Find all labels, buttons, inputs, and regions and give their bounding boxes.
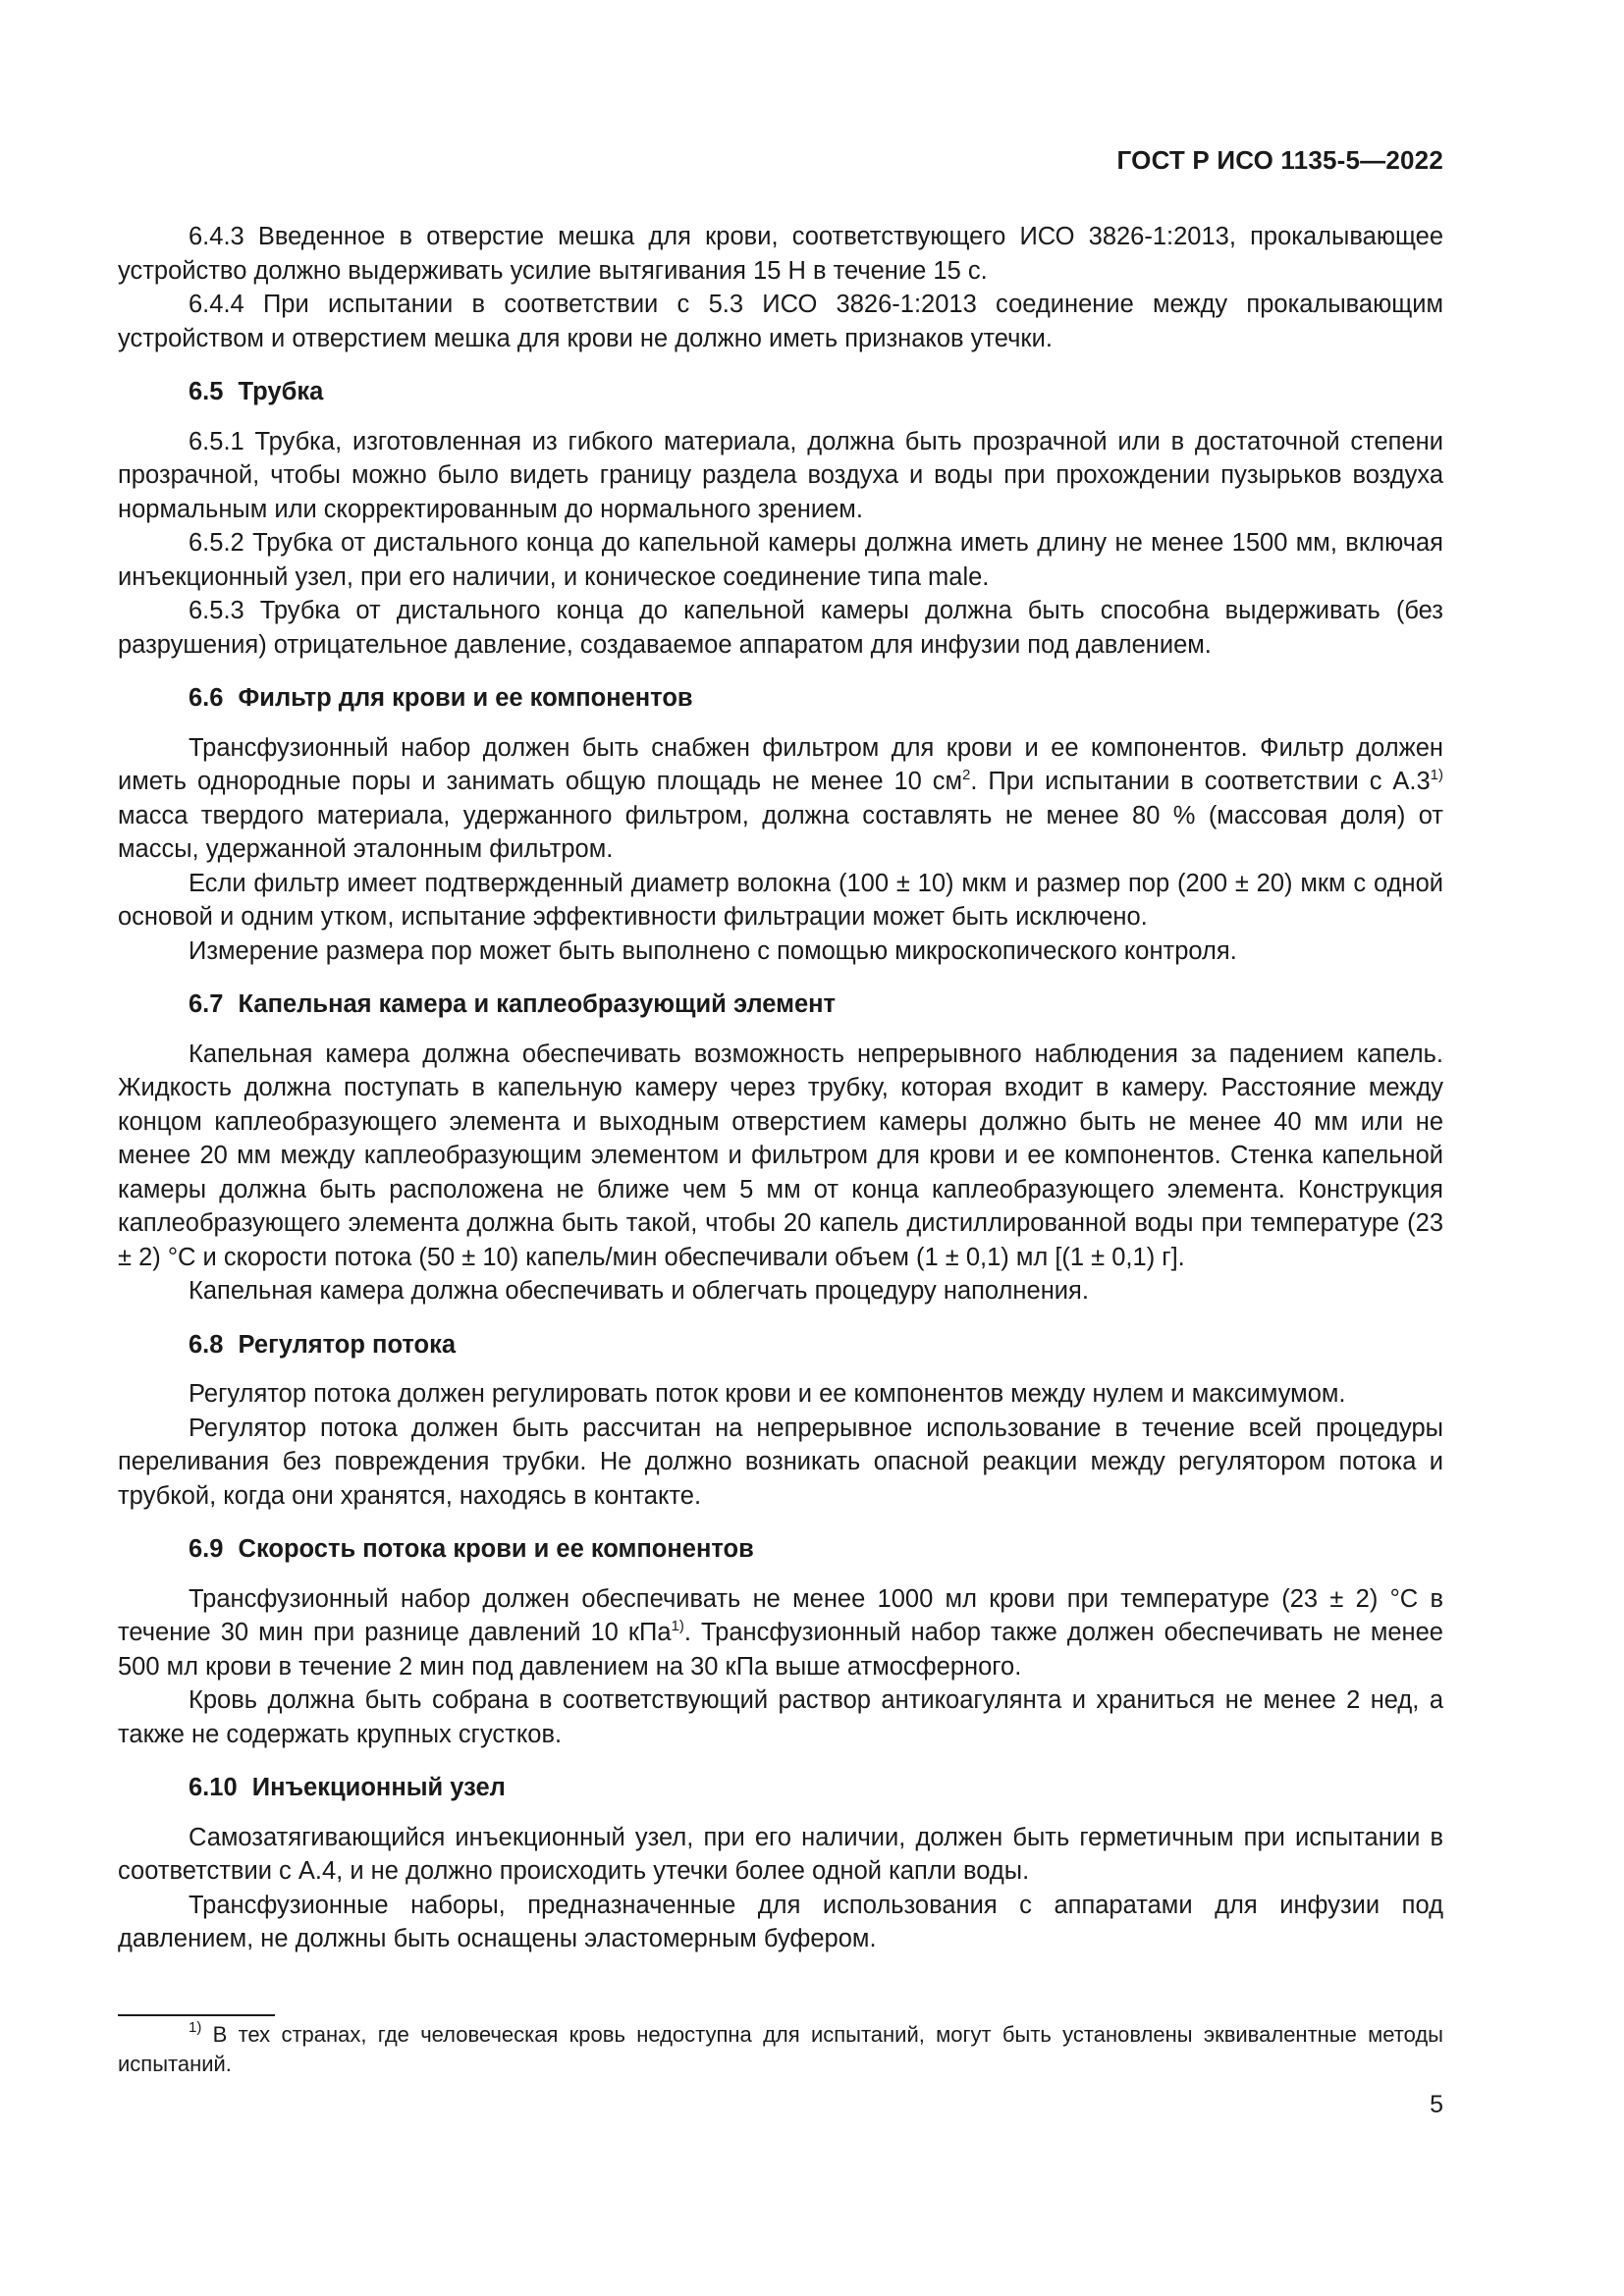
paragraph-6-7-2: Капельная камера должна обеспечивать и облегчать процедуру наполнения. — [189, 1277, 1089, 1305]
heading-6-10 — [189, 1771, 1443, 1805]
heading-6-8 — [189, 1328, 1443, 1362]
footnote-marker: 1) — [189, 2019, 202, 2036]
paragraph-6-8-2: Регулятор потока должен быть рассчитан на непрерывное использование в течение всей процедуры переливания без повреждения трубки. Не должно возникать опасной реакции между регулятором потока и трубкой, когда они хранятся, находясь в контакте. — [118, 1414, 1443, 1510]
heading-6-7 — [189, 988, 1443, 1022]
heading-title: Трубка — [238, 378, 324, 405]
heading-title: Скорость потока крови и ее компонентов — [238, 1535, 754, 1563]
heading-number: 6.6 — [189, 684, 224, 712]
paragraph-6-7-1: Капельная камера должна обеспечивать возможность непрерывного наблюдения за падением капель. Жидкость должна поступать в капельную камеру через трубку, которая входит в камеру. Расстояние между концом каплеобразующего элемента и выходным отверстием камеры должно быть не менее 40 мм или не менее 20 мм между каплеобразующим элементом и фильтром для крови и ее компонентов. Стенка капельной камеры должна быть расположена не ближе чем 5 мм от конца каплеобразующего элемента. Конструкция каплеобразующего элемента должна быть такой, чтобы 20 капель дистиллированной воды при температуре (23 ± 2) °C и скорости потока (50 ± 10) капель/мин обеспечивали объем (1 ± 0,1) мл [(1 ± 0,1) г]. — [118, 1040, 1443, 1271]
footnote-separator — [118, 2014, 275, 2016]
document-page — [118, 0, 1443, 2296]
heading-6-5 — [189, 375, 1443, 409]
heading-6-9 — [189, 1532, 1443, 1567]
paragraph-6-5-2: 6.5.2 Трубка от дистального конца до капельной камеры должна иметь длину не менее 1500 мм, включая инъекционный узел, при его наличии, и коническое соединение типа male. — [118, 529, 1443, 591]
paragraph-6-6-1: Трансфузионный набор должен быть снабжен фильтром для крови и ее компонентов. Фильтр должен иметь однородные поры и занимать общую площадь не менее 10 $см^2$. При испытании в соответствии с А.3$^{1)}$ масса твердого материала, удержанного фильтром, должна составлять не менее 80 % (массовая доля) от массы, удержанной эталонным фильтром. — [118, 733, 1443, 863]
footnote-text: В тех странах, где человеческая кровь недоступна для испытаний, могут быть установлены эквивалентные методы испытаний. — [118, 2022, 1443, 2076]
paragraph-6-10-1: Самозатягивающийся инъекционный узел, при его наличии, должен быть герметичным при испытании в соответствии с А.4, и не должно происходить утечки более одной капли воды. — [118, 1823, 1443, 1885]
paragraph-6-9-2: Кровь должна быть собрана в соответствующий раствор антикоагулянта и храниться не менее 2 нед, а также не содержать крупных сгустков. — [118, 1686, 1443, 1748]
heading-number: 6.9 — [189, 1535, 224, 1563]
paragraph-6-5-3: 6.5.3 Трубка от дистального конца до капельной камеры должна быть способна выдерживать (без разрушения) отрицательное давление, создаваемое аппаратом для инфузии под давлением. — [118, 597, 1443, 659]
heading-title: Инъекционный узел — [251, 1774, 506, 1801]
footnote-ref[interactable]: 1) — [1430, 767, 1443, 783]
paragraph-6-9-1: Трансфузионный набор должен обеспечивать не менее 1000 мл крови при температуре (23 ± 2) °С в течение 30 мин при разнице давлений 10 кПа$^{1)}$. Трансфузионный набор также должен обеспечивать не менее 500 мл крови в течение 2 мин под давлением на 30 кПа выше атмосферного. — [118, 1584, 1443, 1681]
paragraph-6-6-2: Если фильтр имеет подтвержденный диаметр волокна (100 ± 10) мкм и размер пор (200 ± 20) мкм с одной основой и одним утком, испытание эффективности фильтрации может быть исключено. — [118, 869, 1443, 931]
superscript: 2 — [962, 767, 971, 783]
heading-number: 6.8 — [189, 1330, 224, 1359]
heading-number: 6.5 — [189, 378, 224, 405]
footnote — [118, 2020, 1443, 2079]
page-number: 5 — [1430, 2091, 1443, 2118]
footnote-ref[interactable]: 1) — [671, 1618, 684, 1634]
paragraph-6-5-1: 6.5.1 Трубка, изготовленная из гибкого материала, должна быть прозрачной или в достаточной степени прозрачной, чтобы можно было видеть границу раздела воздуха и воды при прохождении пузырьков воздуха нормальным или скорректированным до нормального зрением. — [118, 427, 1443, 523]
heading-number: 6.7 — [189, 990, 224, 1018]
paragraph-6-6-3: Измерение размера пор может быть выполнено с помощью микроскопического контроля. — [189, 936, 1237, 965]
heading-title: Капельная камера и каплеобразующий элемент — [238, 990, 837, 1018]
paragraph-6-8-1: Регулятор потока должен регулировать поток крови и ее компонентов между нулем и максимумом. — [189, 1380, 1346, 1408]
heading-6-6 — [189, 681, 1443, 716]
paragraph-6-4-4: 6.4.4 При испытании в соответствии с 5.3 ИСО 3826-1:2013 соединение между прокалывающим устройством и отверстием мешка для крови не должно иметь признаков утечки. — [118, 291, 1443, 352]
document-header: ГОСТ Р ИСО 1135-5—2022 — [1116, 145, 1443, 175]
heading-title: Регулятор потока — [238, 1330, 457, 1359]
heading-title: Фильтр для крови и ее компонентов — [238, 684, 693, 712]
paragraph-6-10-2: Трансфузионные наборы, предназначенные для использования с аппаратами для инфузии под давлением, не должны быть оснащены эластомерным буфером. — [118, 1891, 1443, 1952]
document-body — [118, 220, 1443, 1956]
paragraph-6-4-3: 6.4.3 Введенное в отверстие мешка для крови, соответствующего ИСО 3826-1:2013, прокалывающее устройство должно выдерживать усилие вытягивания 15 Н в течение 15 с. — [118, 223, 1443, 285]
heading-number: 6.10 — [189, 1774, 238, 1801]
